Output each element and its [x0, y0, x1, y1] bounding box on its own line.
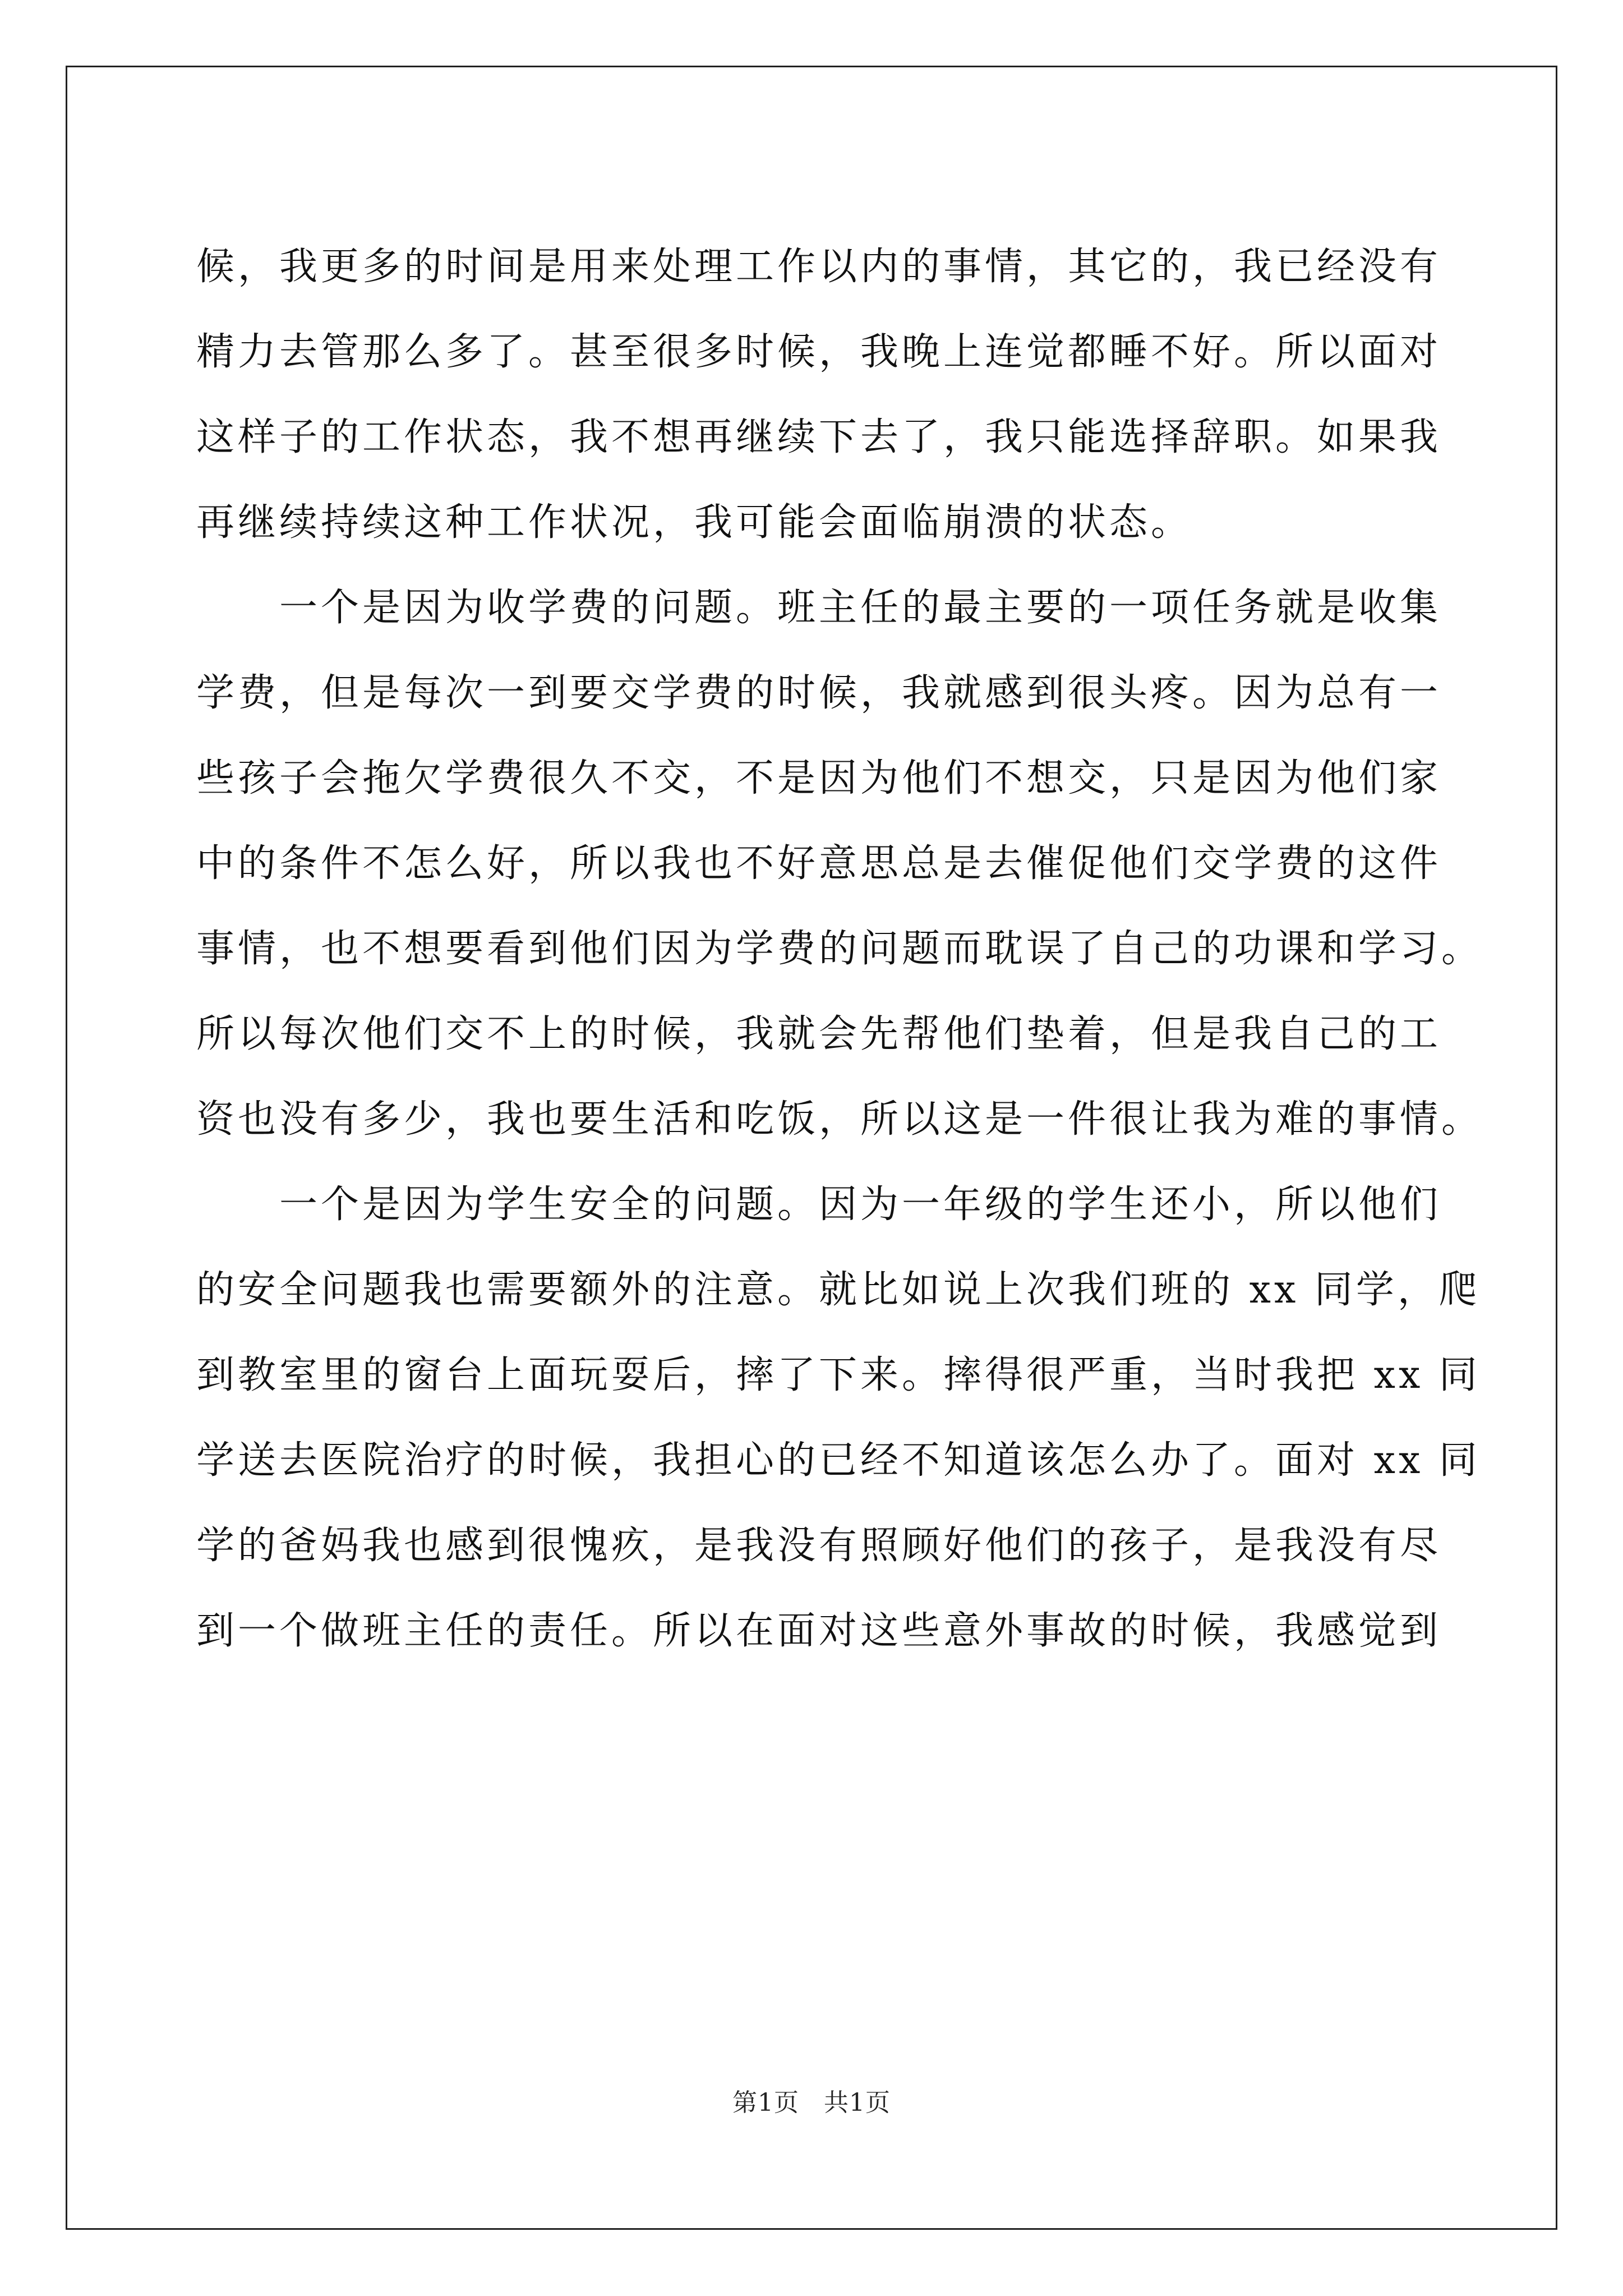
- text-line: 事情，也不想要看到他们因为学费的问题而耽误了自己的功课和学习。: [196, 927, 1483, 971]
- text-line: 这样子的工作状态，我不想再继续下去了，我只能选择辞职。如果我: [196, 415, 1442, 459]
- text-line: 精力去管那么多了。甚至很多时候，我晚上连觉都睡不好。所以面对: [196, 330, 1442, 374]
- page-footer: [0, 2082, 1623, 2118]
- text-line: 候，我更多的时间是用来处理工作以内的事情，其它的，我已经没有: [196, 245, 1442, 289]
- page-number: 第1页: [732, 2088, 799, 2117]
- text-line: 的安全问题我也需要额外的注意。就比如说上次我们班的 xx 同学，爬: [196, 1268, 1481, 1312]
- text-line: 一个是因为学生安全的问题。因为一年级的学生还小，所以他们: [196, 1182, 1442, 1227]
- text-line: 些孩子会拖欠学费很久不交，不是因为他们不想交，只是因为他们家: [196, 756, 1442, 800]
- text-line: 学的爸妈我也感到很愧疚，是我没有照顾好他们的孩子，是我没有尽: [196, 1524, 1442, 1568]
- text-line: 到教室里的窗台上面玩耍后，摔了下来。摔得很严重，当时我把 xx 同: [196, 1353, 1481, 1397]
- text-line: 所以每次他们交不上的时候，我就会先帮他们垫着，但是我自己的工: [196, 1012, 1442, 1056]
- document-body: [196, 224, 1483, 1674]
- text-line: 资也没有多少，我也要生活和吃饭，所以这是一件很让我为难的事情。: [196, 1097, 1483, 1142]
- text-line: 中的条件不怎么好，所以我也不好意思总是去催促他们交学费的这件: [196, 841, 1442, 886]
- text-line: 再继续持续这种工作状况，我可能会面临崩溃的状态。: [196, 500, 1193, 545]
- text-line: 学送去医院治疗的时候，我担心的已经不知道该怎么办了。面对 xx 同: [196, 1438, 1481, 1483]
- text-line: 学费，但是每次一到要交学费的时候，我就感到很头疼。因为总有一: [196, 671, 1442, 715]
- text-line: 一个是因为收学费的问题。班主任的最主要的一项任务就是收集: [196, 586, 1442, 630]
- text-line: 到一个做班主任的责任。所以在面对这些意外事故的时候，我感觉到: [196, 1609, 1442, 1653]
- page-total: 共1页: [824, 2088, 891, 2117]
